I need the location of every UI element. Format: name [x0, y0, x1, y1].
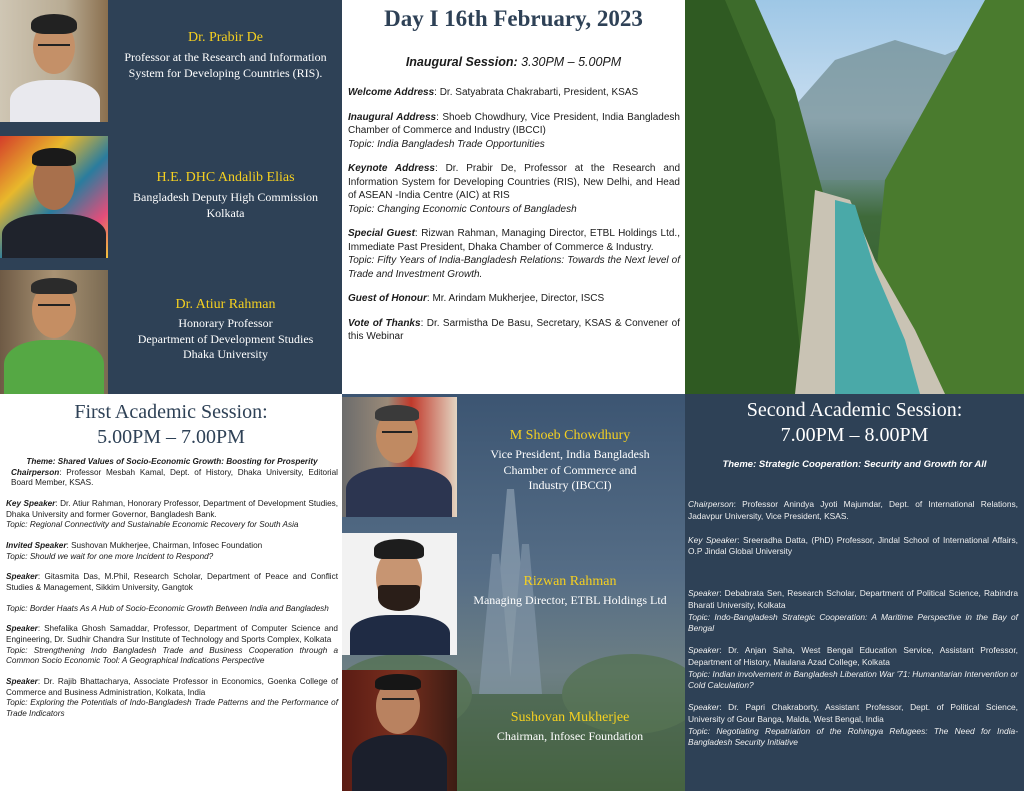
speaker-name: Rizwan Rahman: [523, 574, 617, 589]
session-title: Second Academic Session: 7.00PM – 8.00PM: [746, 399, 963, 446]
speaker-role-line2: Department of Development Studies: [137, 331, 314, 346]
programme-item: Keynote Address: Dr. Prabir De, Professor at the Research and Information System for Developing Countries (RIS), New Delhi, and Head of ASEAN -India Centre (AIC) at RIS Topic: Changing Economic Contours of Bangladesh: [348, 163, 681, 215]
speaker-photo-andalib-elias: [0, 136, 108, 258]
speaker-name: Sushovan Mukherjee: [510, 710, 630, 725]
speaker-role: Professor at the Research and Information System for Developing Countries (RIS).: [124, 50, 327, 80]
speaker-card-atiur-rahman: [118, 297, 333, 363]
session-item: Topic: Border Haats As A Hub of Socio-Economic Growth Between India and Bangladesh: [6, 603, 329, 613]
day-title: Day I 16th February, 2023: [384, 6, 643, 31]
speaker-role-line1: Vice President, India Bangladesh: [490, 447, 650, 461]
session-item: Speaker: Dr. Papri Chakraborty, Assistant Professor, Dept. of Political Science, University of Gour Banga, Malda, West Bengal, India Topic: Negotiating Repatriation of the Rohingya Refugees: The Need for India-Bangladesh Security Initiative: [688, 702, 1018, 748]
speaker-name: H.E. DHC Andalib Elias: [156, 170, 295, 185]
speaker-card-shoeb-chowdhury: [460, 428, 680, 494]
inaugural-session-heading: [342, 55, 685, 69]
second-session-panel: [685, 394, 1024, 791]
speaker-role: Managing Director, ETBL Holdings Ltd: [473, 593, 667, 607]
session-item: Speaker: Dr. Anjan Saha, West Bengal Education Service, Assistant Professor, Department of History, Maulana Azad College, Kolkata Topic: Indian involvement in Bangladesh Liberation War '71: Humanitarian Intervention or Cold Calculation?: [688, 645, 1018, 691]
river-valley-image: [685, 0, 1024, 394]
speaker-photo-rizwan-rahman: [342, 533, 457, 655]
speaker-role: Bangladesh Deputy High Commission Kolkata: [133, 190, 318, 220]
first-session-list: [6, 457, 338, 729]
programme-item: Special Guest: Rizwan Rahman, Managing Director, ETBL Holdings Ltd., Immediate Past President, Dhaka Chamber of Commerce & Industry. Topic: Fifty Years of India-Bangladesh Relations: Towards the Next level of Trade and Investment Growth.: [348, 228, 680, 280]
speaker-photo-prabir-de: [0, 0, 108, 122]
session-item: Speaker: Shefalika Ghosh Samaddar, Professor, Department of Computer Science and Engineering, Dr. Sudhir Chandra Sur Institute of Technology and Sports Complex, Kolkata Topic: Strengthening Indo Bangladesh Trade and Business Cooperation through a Common Socio Economic Tool: A Geographical Indications Perspective: [6, 624, 338, 666]
speaker-role-line3: Dhaka University: [183, 347, 268, 362]
speaker-photo-shoeb-chowdhury: [342, 397, 457, 517]
session-item: Key Speaker: Sreeradha Datta, (PhD) Professor, Jindal School of International Affairs, O.P Jindal Global University: [688, 534, 1018, 557]
session-time: 3.30PM – 5.00PM: [517, 55, 622, 69]
session-title: First Academic Session: 5.00PM – 7.00PM: [74, 401, 268, 448]
speaker-card-rizwan-rahman: [460, 574, 680, 609]
speaker-card-andalib-elias: [118, 170, 333, 221]
session-item: Speaker: Debabrata Sen, Research Scholar, Department of Political Science, Rabindra Bharati University, Kolkata Topic: Indo-Bangladesh Strategic Cooperation: A Maritime Perspective in the Bay of Bengal: [688, 588, 1018, 634]
session-item: Key Speaker: Dr. Atiur Rahman, Honorary Professor, Department of Development Studies, Dhaka University and former Governor, Bangladesh Bank. Topic: Regional Connectivity and Sustainable Economic Recovery for South Asia: [6, 498, 338, 530]
session-item: Speaker: Gitasmita Das, M.Phil, Research Scholar, Department of Peace and Conflict Studies & Management, Sikkim University, Gangtok: [6, 572, 338, 592]
speaker-photo-sushovan-mukherjee: [342, 670, 457, 791]
speaker-role: Chairman, Infosec Foundation: [496, 729, 644, 743]
speaker-name: Dr. Atiur Rahman: [175, 297, 276, 312]
speaker-role-line3: Industry (IBCCI): [528, 478, 612, 493]
programme-item: Vote of Thanks: Dr. Sarmistha De Basu, Secretary, KSAS & Convener of this Webinar: [348, 317, 680, 342]
programme-list: [348, 86, 680, 355]
speaker-role-line1: Honorary Professor: [178, 316, 273, 330]
speaker-card-prabir-de: [118, 30, 333, 81]
speaker-name: M Shoeb Chowdhury: [509, 428, 631, 443]
speaker-role-line2: Chamber of Commerce and: [503, 462, 637, 477]
session-item: Chairperson: Professor Anindya Jyoti Majumdar, Dept. of International Relations, Jadavpur University, Vice President, KSAS.: [688, 499, 1018, 521]
session-theme: Theme: Shared Values of Socio-Economic Growth: Boosting for Prosperity: [26, 457, 318, 466]
speaker-card-sushovan-mukherjee: [460, 710, 680, 745]
session-item: Invited Speaker: Sushovan Mukherjee, Chairman, Infosec Foundation Topic: Should we wait for one more Incident to Respond?: [6, 540, 263, 561]
programme-item: Guest of Honour: Mr. Arindam Mukherjee, Director, ISCS: [348, 293, 605, 304]
session-theme: Theme: Strategic Cooperation: Security and Growth for All: [722, 459, 987, 470]
session-chair: Chairperson: Professor Mesbah Kamal, Dept. of History, Dhaka University, Editorial Board Member, KSAS.: [11, 467, 338, 488]
session-label: Inaugural Session:: [405, 55, 518, 69]
day-one-panel: [342, 0, 685, 394]
programme-item: Inaugural Address: Shoeb Chowdhury, Vice President, India Bangladesh Chamber of Commerce and Industry (IBCCI) Topic: India Bangladesh Trade Opportunities: [348, 111, 680, 150]
first-session-panel: [0, 394, 342, 791]
second-session-list: [688, 499, 1018, 759]
session-item: Speaker: Dr. Rajib Bhattacharya, Associate Professor in Economics, Goenka College of Commerce and Business Administration, Kolkata, India Topic: Exploring the Potentials of Indo-Bangladesh Trade Patterns and the Performance of Trade Indicators: [6, 676, 338, 718]
speaker-name: Dr. Prabir De: [187, 30, 264, 45]
speaker-photo-atiur-rahman: [0, 270, 108, 394]
programme-item: Welcome Address: Dr. Satyabrata Chakrabarti, President, KSAS: [348, 87, 639, 98]
